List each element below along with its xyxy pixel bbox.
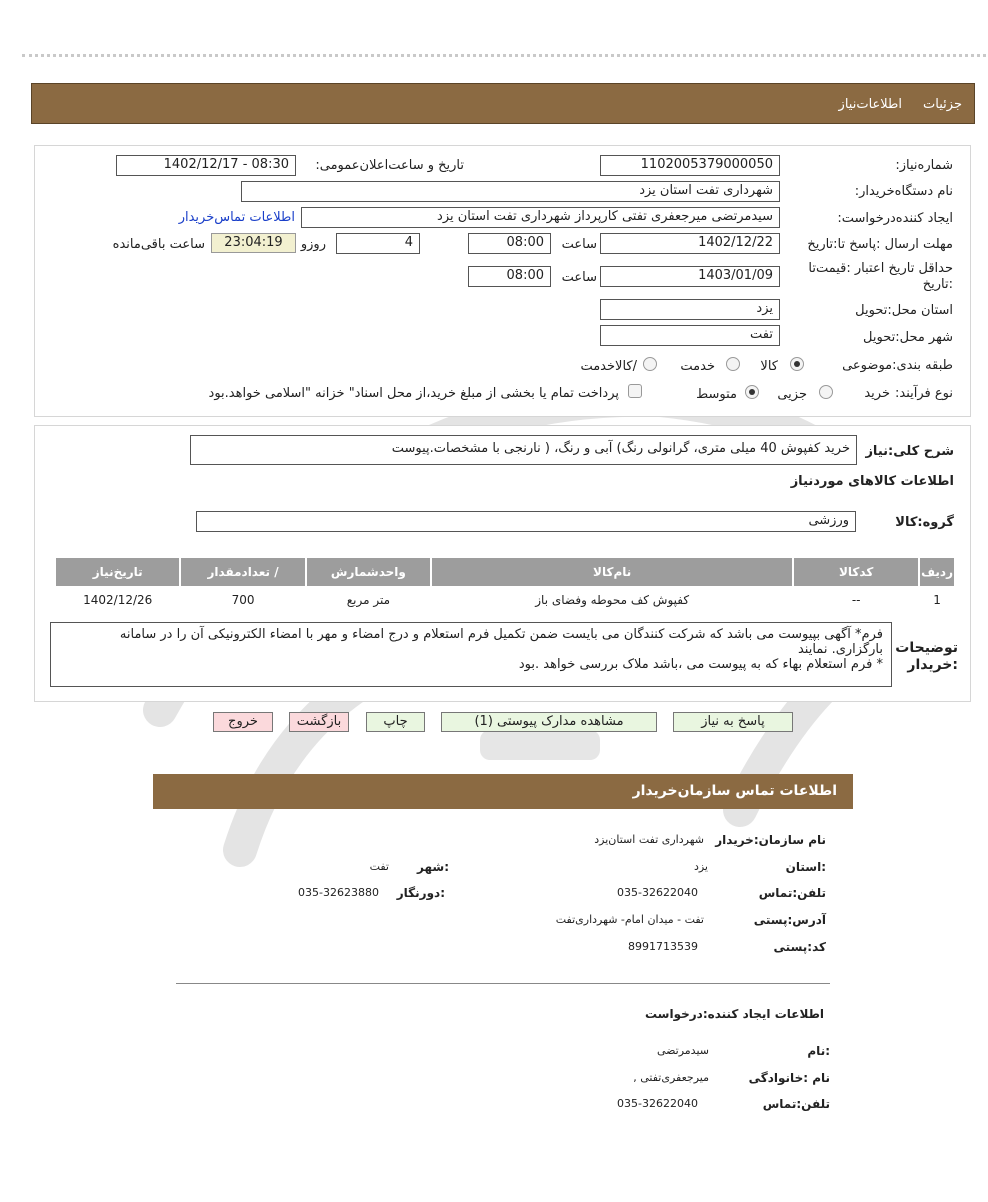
buyer-contact-header [153, 774, 853, 809]
contact-city-value: تفت [369, 860, 389, 873]
notes-label-2: :خریدار [907, 657, 958, 673]
col-quantity: / تعدادمقدار [181, 558, 304, 586]
province-label: استان محل:تحویل [855, 303, 953, 318]
buyer-org-label: نام دستگاه‌خریدار: [854, 184, 953, 199]
page-header [31, 83, 975, 124]
contact-org-value: شهرداری تفت استان‌یزد [594, 833, 704, 846]
contact-city-label: :شهر [417, 860, 449, 874]
notes-line-2: بارگزاری. نمایند [797, 642, 883, 657]
contact-fax-label: :دورنگار [396, 886, 445, 900]
need-number-label: شماره‌نیاز: [895, 158, 953, 173]
creator-name-value: سیدمرتضی [656, 1044, 709, 1057]
tab-details[interactable]: جزئیات [923, 97, 962, 112]
cell-quantity: 700 [231, 593, 255, 607]
creator-label: ایجاد کننده‌درخواست: [837, 211, 953, 226]
validity-time-field: 08:00 [468, 266, 551, 287]
col-need-date: تاریخ‌نیاز [56, 558, 179, 586]
category-radio-service[interactable] [726, 357, 740, 371]
process-label: نوع فرآیند: [895, 386, 953, 401]
category-label: طبقه بندی:موضوعی [842, 358, 953, 373]
province-field: یزد [600, 299, 780, 320]
validity-label-2: :تاریخ [922, 277, 953, 292]
back-button[interactable]: بازگشت [289, 712, 349, 732]
creator-info-title: اطلاعات ایجاد کننده:درخواست [644, 1007, 824, 1021]
category-radio-goods[interactable] [790, 357, 804, 371]
col-goods-name: نام‌کالا [432, 558, 792, 586]
deadline-hour-label: ساعت [561, 237, 597, 252]
category-option-goods-service: /کالاخدمت [580, 359, 637, 374]
days-label: روزو [300, 237, 326, 252]
contact-phone-label: تلفن:تماس [758, 886, 826, 900]
goods-group-field: ورزشی [196, 511, 856, 532]
category-radio-goods-service[interactable] [643, 357, 657, 371]
contact-address-label: آدرس:پستی [753, 913, 826, 927]
notes-line-1: فرم* آگهی بپیوست می باشد که شرکت کنندگان می بایست ضمن تکمیل فرم استعلام و درج امضاء و مهر با امضاء الکترونیکی آن را در سامانه [119, 627, 883, 642]
treasury-payment-note: پرداخت تمام یا بخشی از مبلغ خرید،از محل اسناد" خزانه "اسلامی خواهد.بود [208, 386, 619, 401]
section-divider [176, 983, 830, 984]
announce-field: 1402/12/17 - 08:30 [116, 155, 296, 176]
contact-address-value: تفت - میدان امام- شهرداری‌تفت [555, 913, 704, 926]
announce-label: تاریخ و ساعت‌اعلان‌عمومی: [315, 158, 464, 173]
process-radio-minor[interactable] [819, 385, 833, 399]
remaining-label: ساعت باقی‌مانده [112, 237, 205, 252]
process-option-minor: جزیی [777, 387, 807, 402]
contact-province-label: :استان [785, 860, 826, 874]
goods-table [54, 556, 956, 614]
table-header-row [56, 558, 954, 586]
contact-postal-value: 8991713539 [628, 940, 698, 953]
creator-name-label: :نام [807, 1044, 830, 1058]
deadline-date-field: 1402/12/22 [600, 233, 780, 254]
notes-label-1: توضیحات [895, 640, 958, 656]
process-option-medium: متوسط [696, 387, 737, 402]
goods-group-label: گروه:کالا [895, 515, 954, 530]
city-label: شهر محل:تحویل [863, 330, 953, 345]
validity-hour-label: ساعت [561, 270, 597, 285]
category-option-service: خدمت [680, 359, 715, 374]
buyer-org-field: شهرداری تفت استان یزد [241, 181, 780, 202]
cell-need-date: 1402/12/26 [83, 593, 153, 607]
top-divider [22, 54, 986, 57]
buyer-notes-box [50, 622, 892, 687]
creator-family-label: نام :خانوادگی [748, 1071, 830, 1085]
contact-org-label: نام سازمان:خریدار [715, 833, 826, 847]
remaining-timer: 23:04:19 [211, 233, 296, 253]
need-number-field: 1102005379000050 [600, 155, 780, 176]
exit-button[interactable]: خروج [213, 712, 273, 732]
deadline-label: مهلت ارسال :پاسخ تا:تاریخ [807, 237, 953, 252]
contact-province-value: یزد [693, 860, 708, 873]
creator-field: سیدمرتضی میرجعفری تفتی کارپرداز شهرداری تفت استان یزد [301, 207, 780, 228]
process-option-buy: خرید [864, 386, 890, 401]
cell-goods-code: -- [851, 593, 861, 607]
deadline-time-field: 08:00 [468, 233, 551, 254]
reply-button[interactable]: پاسخ به نیاز [673, 712, 793, 732]
contact-phone-value: 035-32622040 [617, 886, 698, 899]
table-row [56, 588, 954, 612]
days-field: 4 [336, 233, 420, 254]
creator-family-value: میرجعفری‌تفتی , [633, 1071, 709, 1084]
tab-need-info[interactable]: اطلاعات‌نیاز [838, 97, 902, 112]
print-button[interactable]: چاپ [366, 712, 425, 732]
description-field: خرید کفپوش 40 میلی متری، گرانولی رنگ) آبی و رنگ، ( نارنجی با مشخصات.پیوست [190, 435, 857, 465]
cell-unit: متر مربع [346, 593, 391, 607]
city-field: تفت [600, 325, 780, 346]
col-goods-code: کدکالا [794, 558, 918, 586]
col-unit: واحدشمارش [307, 558, 430, 586]
buyer-contact-link[interactable]: اطلاعات تماس‌خریدار [178, 210, 295, 225]
creator-phone-label: تلفن:تماس [762, 1097, 830, 1111]
contact-fax-value: 035-32623880 [298, 886, 379, 899]
goods-info-heading: اطلاعات کالاهای موردنیاز [790, 474, 954, 489]
cell-row-number: 1 [933, 593, 941, 607]
notes-line-3: * فرم استعلام بهاء که به پیوست می ،باشد ملاک بررسی خواهد .بود [518, 657, 883, 672]
treasury-payment-checkbox[interactable] [628, 384, 642, 398]
validity-label-1: حداقل تاریخ اعتبار :قیمت‌تا [808, 261, 953, 276]
buyer-contact-title: اطلاعات تماس سازمان‌خریدار [632, 783, 837, 799]
process-radio-medium[interactable] [745, 385, 759, 399]
cell-goods-name: کفپوش کف محوطه وفضای باز [535, 593, 690, 607]
validity-date-field: 1403/01/09 [600, 266, 780, 287]
creator-phone-value: 035-32622040 [617, 1097, 698, 1110]
description-label: شرح کلی:نیاز [865, 444, 954, 459]
col-row-number: ردیف [920, 558, 954, 586]
category-option-goods: کالا [760, 359, 778, 374]
view-attachments-button[interactable]: مشاهده مدارک پیوستی (1) [441, 712, 657, 732]
contact-postal-label: کد:پستی [773, 940, 826, 954]
